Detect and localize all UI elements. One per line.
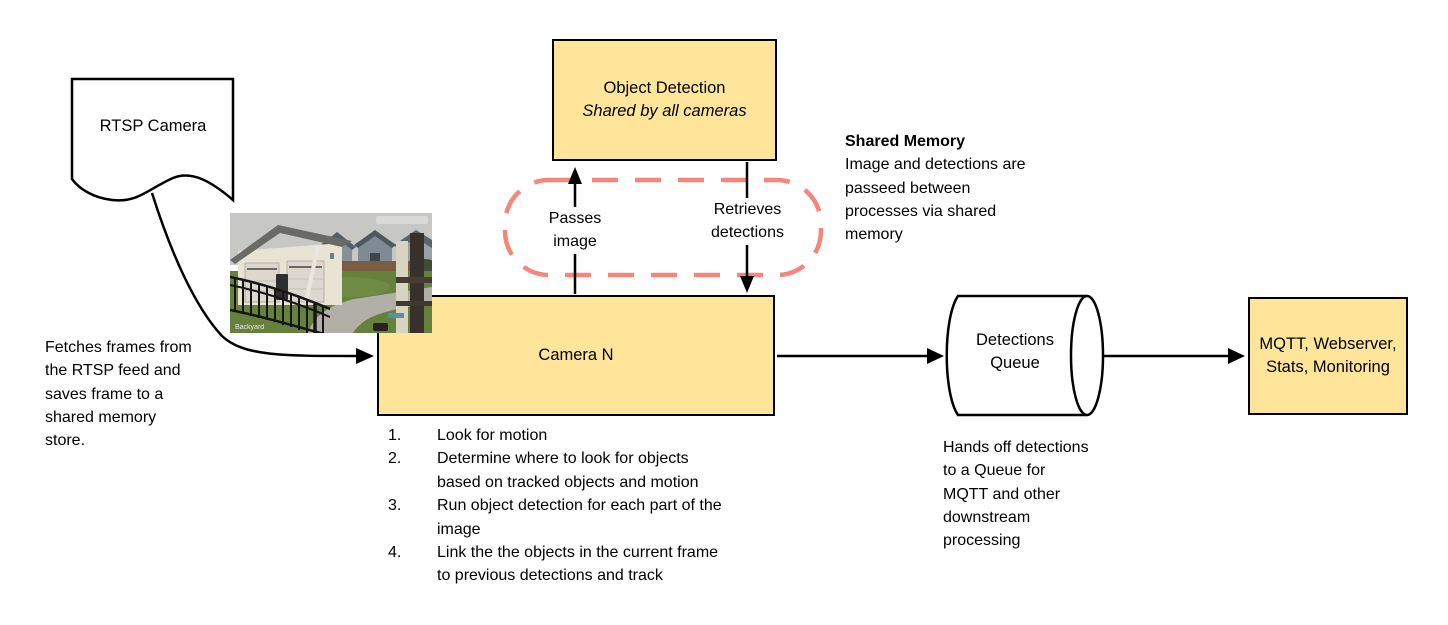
note-line: passeed between	[845, 179, 971, 197]
camera-n-label: Camera N	[538, 346, 614, 364]
fetch-frames-note	[45, 336, 240, 452]
arrow-queue-to-outputs	[1104, 348, 1245, 364]
arrow-camera-to-queue	[777, 348, 944, 364]
camera-step	[388, 424, 722, 447]
step-line: Look for motion	[437, 427, 548, 444]
rtsp-camera-shape	[72, 79, 233, 200]
note-line: processes via shared	[845, 202, 997, 220]
note-line: the RTSP feed and	[45, 362, 181, 380]
camera-steps-list	[388, 424, 722, 588]
outputs-line: Stats, Monitoring	[1266, 358, 1390, 376]
handoff-note	[943, 436, 1153, 552]
step-number: 4.	[388, 544, 402, 562]
step-line: Link the the objects in the current frame	[437, 544, 719, 562]
passes-image-label	[528, 207, 622, 254]
step-line: Run object detection for each part of the	[437, 497, 722, 515]
note-line: Image and detections are	[845, 156, 1026, 174]
camera-step	[388, 447, 722, 494]
retrieves-detections-label	[691, 198, 804, 245]
outputs-line: MQTT, Webserver,	[1259, 335, 1397, 353]
note-line: downstream	[943, 508, 1031, 526]
edge-label-line: image	[553, 232, 597, 250]
photo-watermark: Backyard	[235, 324, 265, 331]
note-line: saves frame to a	[45, 385, 164, 403]
note-line: Fetches frames from	[45, 339, 192, 356]
note-line: to a Queue for	[943, 462, 1046, 480]
outputs-node	[1248, 297, 1408, 415]
photo-timestamp-overlay	[376, 216, 428, 224]
note-line: processing	[943, 532, 1021, 550]
queue-label-line: Queue	[990, 354, 1040, 372]
object-detection-title: Object Detection	[603, 79, 726, 97]
note-line: Hands off detections	[943, 439, 1089, 456]
step-line: based on tracked objects and motion	[437, 473, 699, 491]
camera-n-node	[377, 295, 775, 416]
rtsp-camera-label: RTSP Camera	[99, 117, 207, 135]
shared-memory-note	[845, 130, 1065, 246]
object-detection-node	[552, 39, 777, 161]
camera-step	[388, 541, 722, 588]
edge-label-line: Retrieves	[713, 201, 782, 218]
step-number: 2.	[388, 450, 402, 468]
note-line: shared memory	[45, 408, 157, 426]
step-line: to previous detections and track	[437, 567, 663, 585]
step-line: image	[437, 520, 481, 538]
shared-memory-note-title: Shared Memory	[845, 133, 966, 150]
queue-label-line: Detections	[976, 331, 1054, 349]
edge-label-line: Passes	[548, 210, 602, 227]
note-line: memory	[845, 226, 903, 244]
note-line: MQTT and other	[943, 485, 1061, 503]
camera-step	[388, 494, 722, 541]
step-number: 1.	[388, 427, 402, 444]
note-line: store.	[45, 432, 86, 450]
step-line: Determine where to look for objects	[437, 450, 689, 468]
detections-queue-label	[952, 329, 1078, 375]
edge-label-line: detections	[711, 223, 784, 241]
step-number: 3.	[388, 497, 402, 515]
camera-snapshot-image	[230, 213, 432, 333]
object-detection-subtitle: Shared by all cameras	[582, 102, 747, 120]
